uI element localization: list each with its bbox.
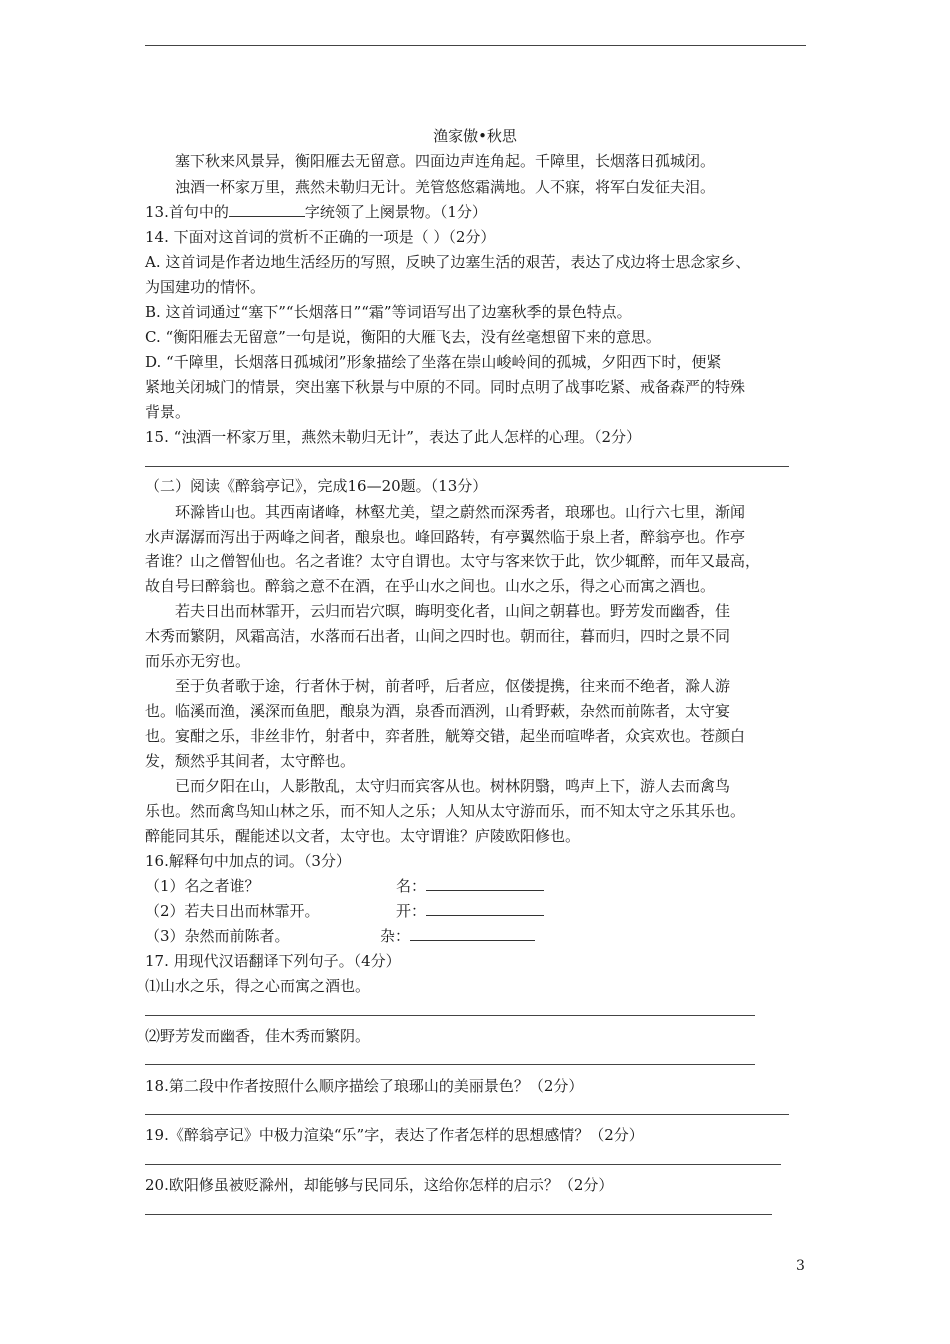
q16-item-3-answer: [380, 924, 535, 948]
question-14-stem: 14. 下面对这首词的赏析不正确的一项是（ ）（2分）: [145, 228, 496, 246]
q16-item-1-answer: [396, 874, 544, 898]
question-16-stem: 16.解释句中加点的词。（3分）: [145, 852, 351, 870]
q16-item-3-text: （3）杂然而前陈者。: [145, 927, 290, 945]
question-15: 15. “浊酒一杯家万里，燕然未勒归无计”，表达了此人怎样的心理。（2分）: [145, 428, 642, 446]
passage-p3-line4: 发，颓然乎其间者，太守醉也。: [145, 752, 356, 770]
q16-item-3-word: 杂：: [380, 927, 411, 945]
poem-line-1: 塞下秋来风景异，衡阳雁去无留意。四面边声连角起。千障里，长烟落日孤城闭。: [175, 152, 716, 170]
q16-item-2-text: （2）若夫日出而林霏开。: [145, 902, 320, 920]
q16-item-1-blank[interactable]: [426, 874, 544, 891]
q14-option-d-line3: 背景。: [145, 403, 191, 421]
q15-answer-line[interactable]: [145, 466, 789, 467]
q13-answer-blank[interactable]: [229, 200, 305, 217]
q17-answer-line-1[interactable]: [145, 1015, 755, 1016]
q16-item-3-blank[interactable]: [410, 924, 535, 941]
poem-line-2: 浊酒一杯家万里，燕然未勒归无计。羌管悠悠霜满地。人不寐，将军白发征夫泪。: [175, 178, 716, 196]
q16-item-2-blank[interactable]: [426, 899, 544, 916]
passage-p4-line1: 已而夕阳在山，人影散乱，太守归而宾客从也。树林阴翳，鸣声上下，游人去而禽鸟: [175, 777, 731, 795]
passage-p2-line1: 若夫日出而林霏开，云归而岩穴暝，晦明变化者，山间之朝暮也。野芳发而幽香，佳: [175, 602, 731, 620]
q18-answer-line[interactable]: [145, 1114, 789, 1115]
q19-answer-line[interactable]: [145, 1164, 781, 1165]
q16-item-2-word: 开：: [396, 902, 427, 920]
q16-item-2-answer: [396, 899, 544, 923]
q16-item-3: [145, 924, 290, 948]
passage-p1-line1: 环滁皆山也。其西南诸峰，林壑尤美，望之蔚然而深秀者，琅琊也。山行六七里，渐闻: [175, 503, 746, 521]
passage-p1-line3: 者谁？山之僧智仙也。名之者谁？太守自谓也。太守与客来饮于此，饮少辄醉，而年又最高，: [145, 552, 761, 570]
q16-item-2: [145, 899, 320, 923]
passage-p3-line2: 也。临溪而渔，溪深而鱼肥，酿泉为酒，泉香而酒洌，山肴野蔌，杂然而前陈者，太守宴: [145, 702, 731, 720]
header-rule: [145, 45, 806, 46]
q13-suffix: 字统领了上阕景物。（1分）: [304, 203, 487, 221]
poem-title: 渔家傲•秋思: [433, 127, 517, 145]
q17-answer-line-2[interactable]: [145, 1064, 755, 1065]
q14-option-d-line1: D. “千障里，长烟落日孤城闭”形象描绘了坐落在崇山峻岭间的孤城，夕阳西下时，便紧: [145, 353, 722, 371]
page-number: 3: [796, 1258, 805, 1274]
question-18: 18.第二段中作者按照什么顺序描绘了琅琊山的美丽景色？（2分）: [145, 1077, 584, 1095]
q14-option-d-line2: 紧地关闭城门的情景，突出塞下秋景与中原的不同。同时点明了战事吃紧、戒备森严的特殊: [145, 378, 746, 396]
passage-p3-line3: 也。宴酣之乐，非丝非竹，射者中，弈者胜，觥筹交错，起坐而喧哗者，众宾欢也。苍颜白: [145, 727, 746, 745]
q14-option-b: B. 这首词通过“塞下”“长烟落日”“霜”等词语写出了边塞秋季的景色特点。: [145, 303, 632, 321]
question-13: [145, 200, 487, 224]
q16-item-1-word: 名：: [396, 877, 427, 895]
q14-option-a-line1: A. 这首词是作者边地生活经历的写照，反映了边塞生活的艰苦，表达了戍边将士思念家乡、: [145, 253, 751, 271]
passage-p4-line2: 乐也。然而禽鸟知山林之乐，而不知人之乐；人知从太守游而乐，而不知太守之乐其乐也。: [145, 802, 746, 820]
passage-p4-line3: 醉能同其乐，醒能述以文者，太守也。太守谓谁？庐陵欧阳修也。: [145, 827, 581, 845]
passage-p2-line2: 木秀而繁阴，风霜高洁，水落而石出者，山间之四时也。朝而往，暮而归，四时之景不同: [145, 627, 731, 645]
q14-option-a-line2: 为国建功的情怀。: [145, 278, 266, 296]
q20-answer-line[interactable]: [145, 1214, 772, 1215]
q16-item-1-text: （1）名之者谁？: [145, 877, 260, 895]
passage-p1-line4: 故自号曰醉翁也。醉翁之意不在酒，在乎山水之间也。山水之乐，得之心而寓之酒也。: [145, 577, 716, 595]
q13-prefix: 13.首句中的: [145, 203, 229, 221]
q17-sentence-2: ⑵野芳发而幽香，佳木秀而繁阴。: [145, 1027, 371, 1045]
q14-option-c: C. “衡阳雁去无留意”一句是说，衡阳的大雁飞去，没有丝毫想留下来的意思。: [145, 328, 661, 346]
passage-p1-line2: 水声潺潺而泻出于两峰之间者，酿泉也。峰回路转，有亭翼然临于泉上者，醉翁亭也。作亭: [145, 528, 746, 546]
question-20: 20.欧阳修虽被贬滁州，却能够与民同乐，这给你怎样的启示？（2分）: [145, 1176, 614, 1194]
passage-p3-line1: 至于负者歌于途，行者休于树，前者呼，后者应，伛偻提携，往来而不绝者，滁人游: [175, 677, 731, 695]
q16-item-1: [145, 874, 260, 898]
passage-p2-line3: 而乐亦无穷也。: [145, 652, 251, 670]
question-17-stem: 17. 用现代汉语翻译下列句子。（4分）: [145, 952, 401, 970]
section-2-heading: （二）阅读《醉翁亭记》，完成16—20题。（13分）: [145, 477, 488, 495]
q17-sentence-1: ⑴山水之乐，得之心而寓之酒也。: [145, 977, 371, 995]
question-19: 19.《醉翁亭记》中极力渲染“乐”字，表达了作者怎样的思想感情？（2分）: [145, 1126, 644, 1144]
